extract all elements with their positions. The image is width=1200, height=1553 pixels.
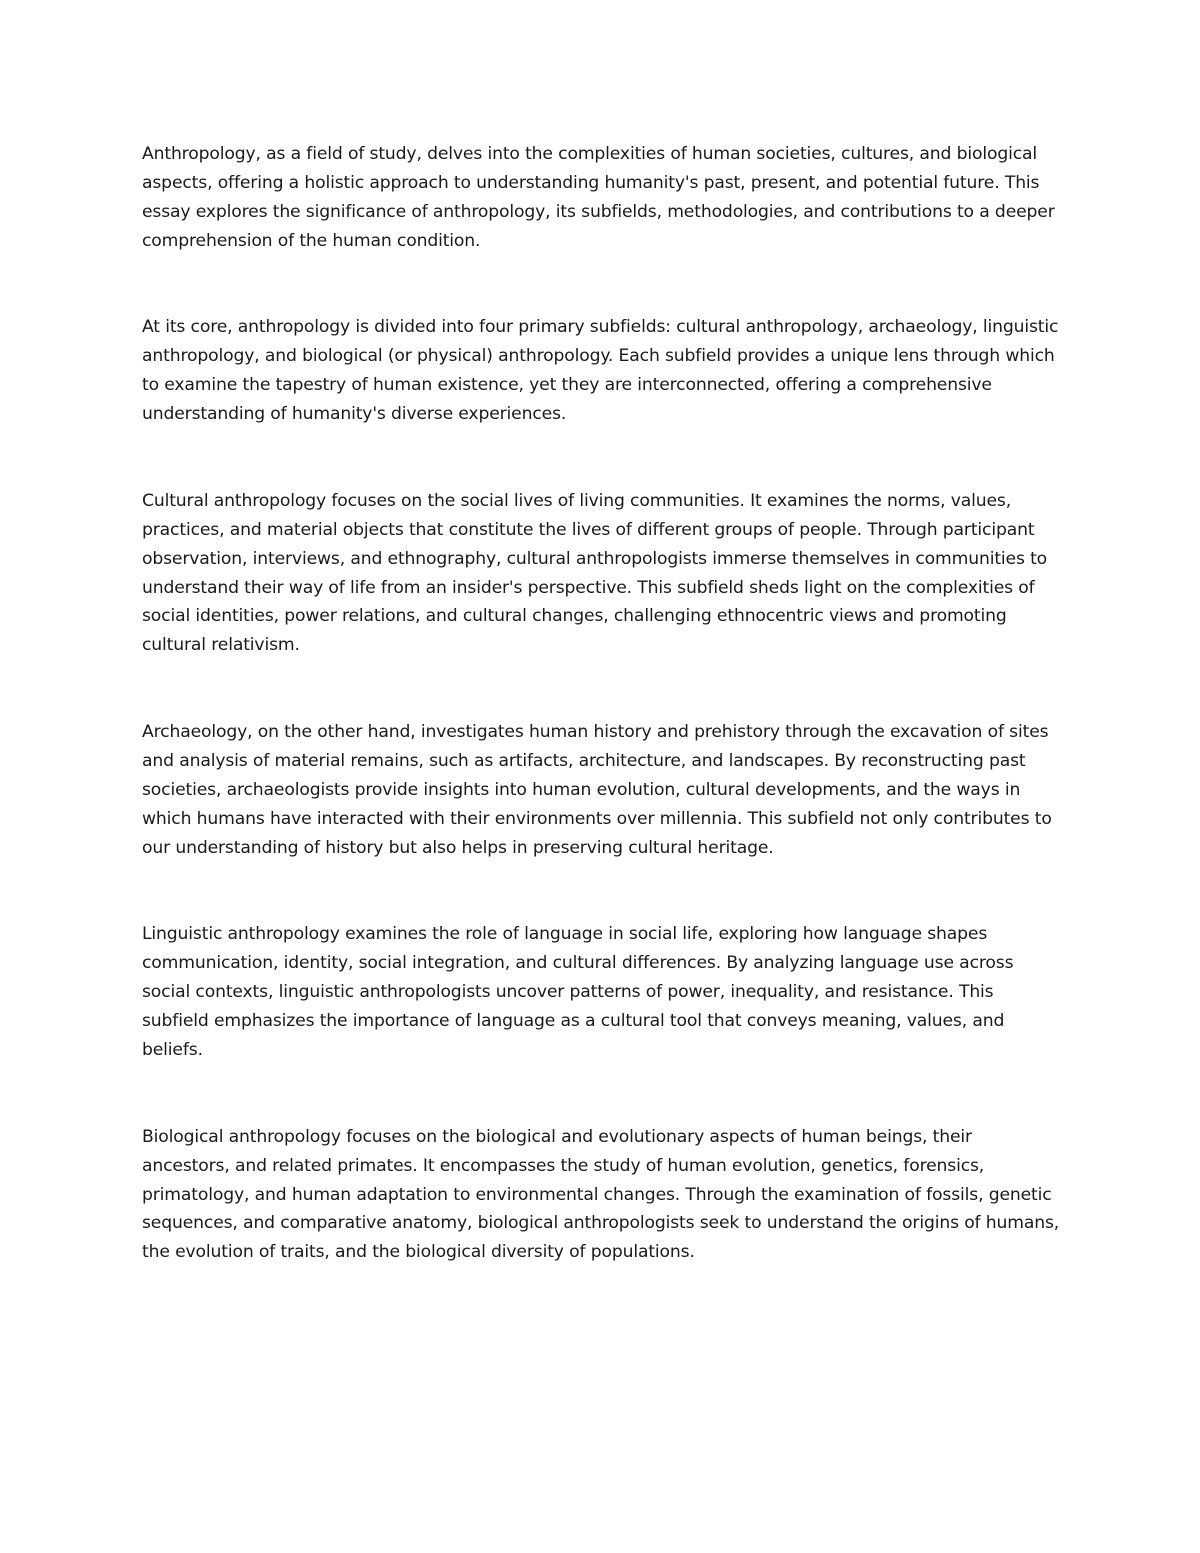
- paragraph-biological-anthropology: Biological anthropology focuses on the biological and evolutionary aspects of human beings, their ancestors, and related primates. It encompasses the study of human evolution, genetics, forensics, primatology, and human adaptation to environmental changes. Through the examination of fossils, genetic sequences, and comparative anatomy, biological anthropologists seek to understand the origins of humans, the evolution of traits, and the biological diversity of populations.: [142, 1126, 1060, 1263]
- paragraph-archaeology: Archaeology, on the other hand, investigates human history and prehistory through the excavation of sites and analysis of material remains, such as artifacts, architecture, and landscapes. By reconstructing past societies, archaeologists provide insights into human evolution, cultural developments, and the ways in which humans have interacted with their environments over millennia. This subfield not only contributes to our understanding of history but also helps in preserving cultural heritage.: [142, 722, 1052, 858]
- paragraph-cultural-anthropology: Cultural anthropology focuses on the social lives of living communities. It examines the norms, values, practices, and material objects that constitute the lives of different groups of people. Through participant observation, interviews, and ethnography, cultural anthropologists immerse themselves in communities to understand their way of life from an insider's perspective. This subfield sheds light on the complexities of social identities, power relations, and cultural changes, challenging ethnocentric views and promoting cultural relativism.: [142, 490, 1048, 656]
- document-body: [142, 140, 1062, 1325]
- paragraph-linguistic-anthropology: Linguistic anthropology examines the role of language in social life, exploring how language shapes communication, identity, social integration, and cultural differences. By analyzing language use across social contexts, linguistic anthropologists uncover patterns of power, inequality, and resistance. This subfield emphasizes the importance of language as a cultural tool that conveys meaning, values, and beliefs.: [142, 924, 1014, 1061]
- paragraph-intro: Anthropology, as a field of study, delves into the complexities of human societies, cultures, and biological aspects, offering a holistic approach to understanding humanity's past, present, and potential future. This essay explores the significance of anthropology, its subfields, methodologies, and contributions to a deeper comprehension of the human condition.: [142, 144, 1055, 251]
- paragraph-subfields: At its core, anthropology is divided into four primary subfields: cultural anthropology, archaeology, linguistic anthropology, and biological (or physical) anthropology. Each subfield provides a unique lens through which to examine the tapestry of human existence, yet they are interconnected, offering a comprehensive understanding of humanity's diverse experiences.: [142, 317, 1059, 425]
